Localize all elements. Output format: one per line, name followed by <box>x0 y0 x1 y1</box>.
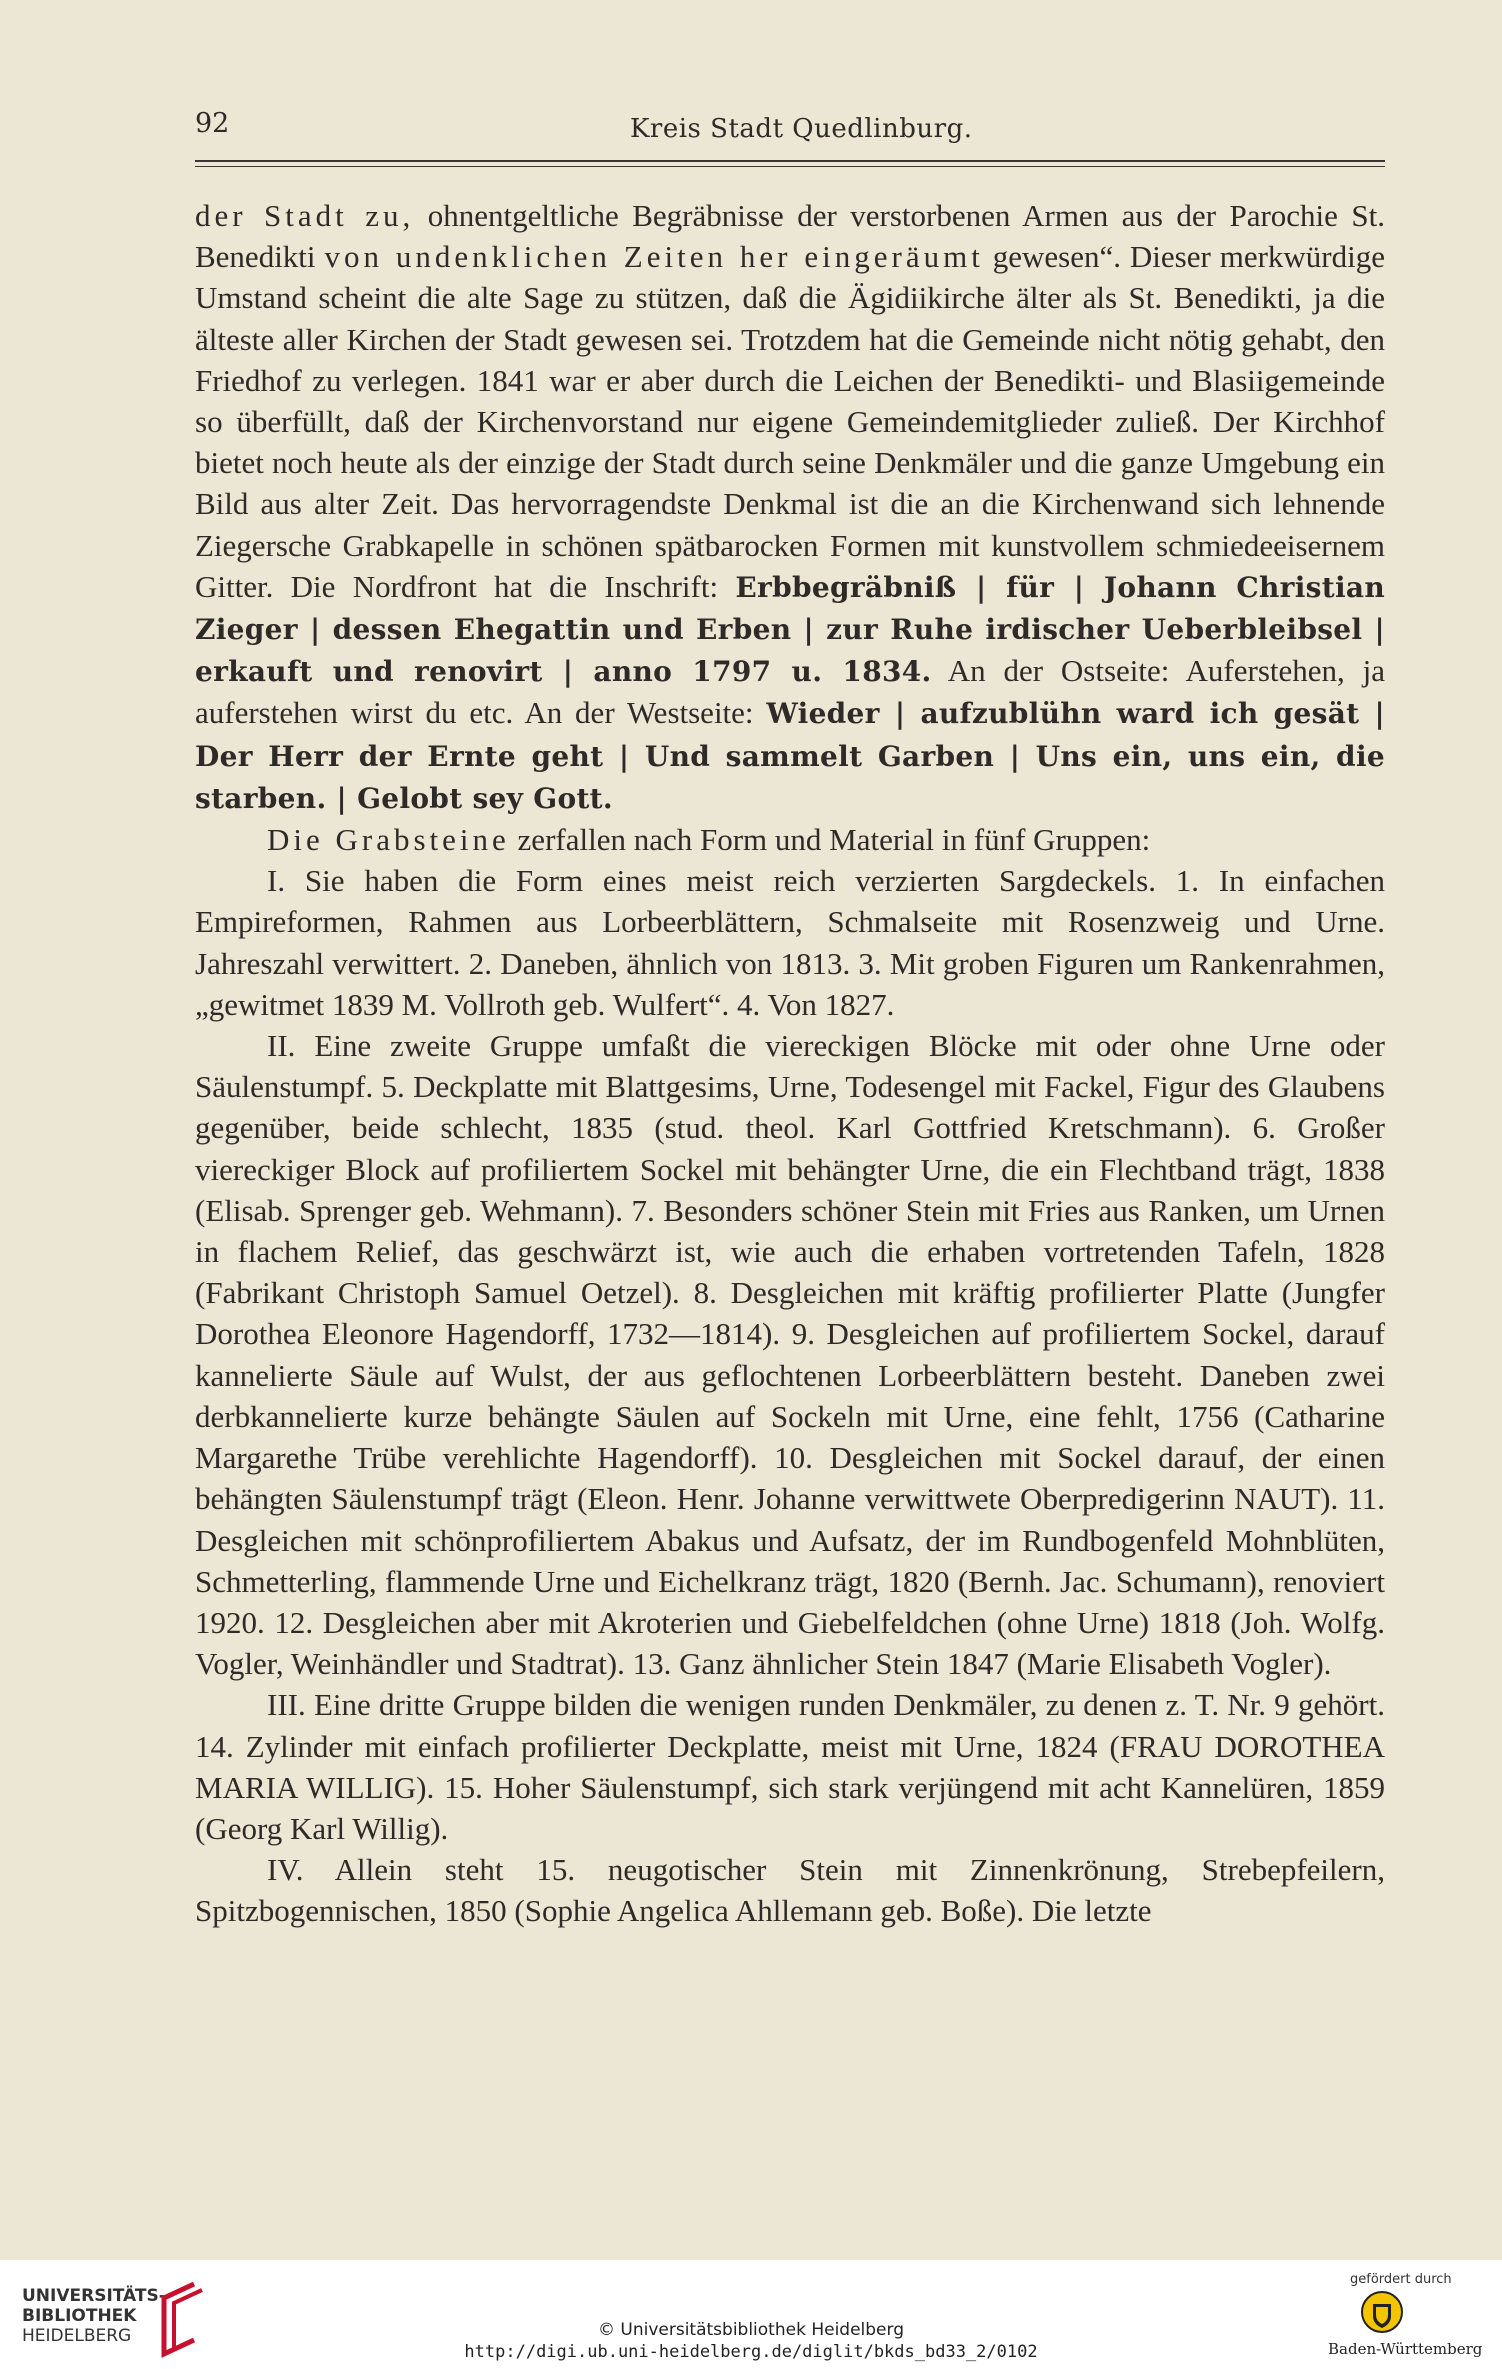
logo-line: UNIVERSITÄTS- <box>22 2286 166 2306</box>
spaced-text: der Stadt zu, <box>195 198 415 233</box>
inscription-north: Erbbegräbniß | für | Johann Christian Zieger | dessen Ehegattin und Erben | zur Ruhe irdischer Ueberbleibsel | erkauft und renovirt | anno 1797 u. 1834. <box>195 570 1385 689</box>
text-run: An der Ostseite: Auferstehen, ja auferstehen wirst du etc. An der Westseite: <box>195 653 1385 731</box>
header-rule <box>195 160 1385 162</box>
spaced-text: von undenklichen Zeiten her eingeräumt <box>324 239 984 275</box>
sponsor-label: gefördert durch <box>1350 2272 1452 2287</box>
page-number: 92 <box>195 108 230 139</box>
paragraph: IV. Allein steht 15. neugotischer Stein mit Zinnenkrönung, Strebepfeilern, Spitzbogennischen, 1850 (Sophie Angelica Ahllemann geb. Boße). Die letzte <box>195 1852 1385 1929</box>
paragraph: I. Sie haben die Form eines meist reich verzierten Sargdeckels. 1. In einfachen Empireformen, Rahmen aus Lorbeerblättern, Schmalseite mit Rosenzweig und Urne. Jahreszahl verwittert. 2. Daneben, ähnlich von 1813. 3. Mit groben Figuren um Rankenrahmen, „gewitmet 1839 M. Vollroth geb. Wulfert“. 4. Von 1827. <box>195 863 1385 1022</box>
text-run: zerfallen nach Form und Material in fünf Gruppen: <box>509 822 1151 858</box>
paragraph: III. Eine dritte Gruppe bilden die wenigen runden Denkmäler, zu denen z. T. Nr. 9 gehört. 14. Zylinder mit einfach profilierter Deckplatte, meist mit Urne, 1824 (FRAU DOROTHEA MARIA WILLIG). 15. Hoher Säulenstumpf, sich stark verjüngend mit acht Kannelüren, 1859 (Georg Karl Willig). <box>195 1687 1385 1846</box>
text-run: ohnentgeltliche Begräbnisse der verstorbenen Armen aus der Parochie St. Benedikti <box>195 198 1385 275</box>
sponsor-name: Baden-Württemberg <box>1328 2340 1483 2358</box>
page-header <box>195 108 1385 148</box>
state-crest-icon <box>1360 2290 1404 2338</box>
spaced-text: Die Grabsteine <box>267 822 510 858</box>
paragraph: II. Eine zweite Gruppe umfaßt die viereckigen Blöcke mit oder ohne Urne oder Säulenstumpf. 5. Deckplatte mit Blattgesims, Urne, Todesengel mit Fackel, Figur des Glaubens gegenüber, beide schlecht, 1835 (stud. theol. Karl Gottfried Kretschmann). 6. Großer viereckiger Block auf profiliertem Sockel mit behängter Urne, die ein Flechtband trägt, 1838 (Elisab. Sprenger geb. Wehmann). 7. Besonders schöner Stein mit Fries aus Ranken, um Urnen in flachem Relief, das geschwärzt ist, wie auch die erhaben vortretenden Tafeln, 1828 (Fabrikant Christoph Samuel Oetzel). 8. Desgleichen mit kräftig profilierter Platte (Jungfer Dorothea Eleonore Hagendorff, 1732—1814). 9. Desgleichen auf profiliertem Sockel, darauf kannelierte Säule auf Wulst, der aus geflochtenen Lorbeerblättern besteht. Daneben zwei derbkannelierte kurze behängte Säulen auf Sockeln mit Urne, eine fehlt, 1756 (Catharine Margarethe Trübe verehlichte Hagendorff). 10. Desgleichen mit Sockel darauf, der einen behängten Säulenstumpf trägt (Eleon. Henr. Johanne verwittwete Oberpredigerinn NAUT). 11. Desgleichen mit schönprofiliertem Abakus und Aufsatz, der im Rundbogenfeld Mohnblüten, Schmetterling, flammende Urne und Eichelkranz trägt, 1820 (Bernh. Jac. Schumann), renoviert 1920. 12. Desgleichen aber mit Akroterien und Giebelfeldchen (ohne Urne) 1818 (Joh. Wolfg. Vogler, Weinhändler und Stadtrat). 13. Ganz ähnlicher Stein 1847 (Marie Elisabeth Vogler). <box>195 1028 1385 1682</box>
running-title: Kreis Stadt Quedlinburg. <box>630 114 973 144</box>
header-rule-thin <box>195 166 1385 167</box>
copyright-text: © Universitätsbibliothek Heidelberg <box>597 2320 904 2340</box>
page-body <box>195 195 1385 1932</box>
permalink[interactable]: http://digi.ub.uni-heidelberg.de/diglit/bkds_bd33_2/0102 <box>464 2342 1038 2362</box>
text-run: gewesen“. Dieser merkwürdige Umstand scheint die alte Sage zu stützen, daß die Ägidiikirche älter als St. Benedikti, ja die älteste aller Kirchen der Stadt gewesen sei. Trotzdem hat die Gemeinde nicht nötig gehabt, den Friedhof zu verlegen. 1841 war er aber durch die Leichen der Benedikti- und Blasiigemeinde so überfüllt, daß der Kirchenvorstand nur eigene Gemeindemitglieder zuließ. Der Kirchhof bietet noch heute als der einzige der Stadt durch seine Denkmäler und die ganze Umgebung ein Bild aus alter Zeit. Das hervorragendste Denkmal ist die an die Kirchenwand sich lehnende Ziegersche Grabkapelle in schönen spätbarocken Formen mit kunstvollem schmiedeeisernem Gitter. Die Nordfront hat die Inschrift: <box>195 239 1385 604</box>
paragraph <box>195 195 1385 819</box>
logo-line: BIBLIOTHEK <box>22 2306 137 2326</box>
inscription-west: Wieder | aufzublühn ward ich gesät | Der Herr der Ernte geht | Und sammelt Garben | Uns ein, uns ein, die starben. | Gelobt sey Gott. <box>195 697 1385 815</box>
footer-bar <box>0 2260 1502 2369</box>
logo-line: HEIDELBERG <box>22 2326 132 2346</box>
paragraph <box>195 819 1385 860</box>
